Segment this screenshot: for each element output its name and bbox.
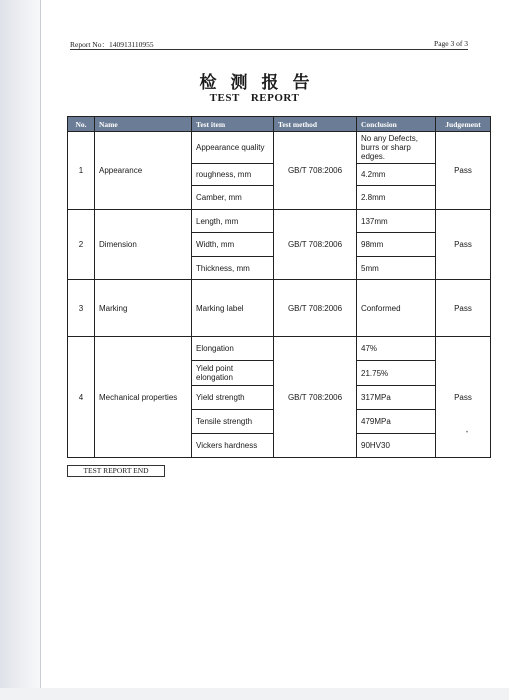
col-header-test-method: Test method	[274, 117, 357, 132]
scan-shadow-bottom	[0, 688, 509, 700]
judgement: Pass	[436, 280, 491, 337]
test-method: GB/T 708:2006	[274, 210, 357, 280]
conclusion: 317MPa	[357, 386, 436, 410]
scan-page-edge	[40, 0, 41, 700]
conclusion: 21.75%	[357, 361, 436, 386]
test-item: Elongation	[192, 337, 274, 361]
page-header	[70, 37, 468, 50]
conclusion: 47%	[357, 337, 436, 361]
scan-shadow-left	[0, 0, 40, 700]
table-row	[68, 210, 491, 233]
conclusion: No any Defects, burrs or sharp edges.	[357, 132, 436, 164]
group-name: Dimension	[95, 210, 192, 280]
test-item: Thickness, mm	[192, 257, 274, 280]
test-item: Yield strength	[192, 386, 274, 410]
test-method: GB/T 708:2006	[274, 337, 357, 458]
test-report-table	[67, 116, 491, 458]
col-header-test-item: Test item	[192, 117, 274, 132]
group-name: Mechanical properties	[95, 337, 192, 458]
test-item: roughness, mm	[192, 164, 274, 186]
test-item: Camber, mm	[192, 186, 274, 210]
test-method: GB/T 708:2006	[274, 280, 357, 337]
table-row	[68, 132, 491, 164]
col-header-no: No.	[68, 117, 95, 132]
title-chinese: 检测报告	[199, 73, 324, 93]
conclusion: 137mm	[357, 210, 436, 233]
conclusion: 90HV30	[357, 434, 436, 458]
table-row	[68, 280, 491, 337]
group-no: 4	[68, 337, 95, 458]
test-item: Appearance quality	[192, 132, 274, 164]
title-english: TEST REPORT	[209, 92, 300, 104]
test-report-end-label: TEST REPORT END	[67, 465, 165, 477]
scan-speck: •	[466, 430, 469, 436]
conclusion: 479MPa	[357, 410, 436, 434]
group-no: 2	[68, 210, 95, 280]
test-item: Length, mm	[192, 210, 274, 233]
group-no: 3	[68, 280, 95, 337]
test-item: Marking label	[192, 280, 274, 337]
test-item: Yield point elongation	[192, 361, 274, 386]
col-header-judgement: Judgement	[436, 117, 491, 132]
conclusion: 4.2mm	[357, 164, 436, 186]
group-name: Marking	[95, 280, 192, 337]
table-row	[68, 337, 491, 361]
test-item: Width, mm	[192, 233, 274, 257]
judgement: Pass	[436, 337, 491, 458]
table-header-row	[68, 117, 491, 132]
judgement: Pass	[436, 132, 491, 210]
conclusion: 2.8mm	[357, 186, 436, 210]
group-no: 1	[68, 132, 95, 210]
test-item: Tensile strength	[192, 410, 274, 434]
conclusion: Conformed	[357, 280, 436, 337]
col-header-name: Name	[95, 117, 192, 132]
report-number: Report No：140913110955	[70, 40, 154, 49]
conclusion: 5mm	[357, 257, 436, 280]
page-number: Page 3 of 3	[434, 39, 468, 48]
group-name: Appearance	[95, 132, 192, 210]
test-item: Vickers hardness	[192, 434, 274, 458]
judgement: Pass	[436, 210, 491, 280]
col-header-conclusion: Conclusion	[357, 117, 436, 132]
conclusion: 98mm	[357, 233, 436, 257]
test-method: GB/T 708:2006	[274, 132, 357, 210]
